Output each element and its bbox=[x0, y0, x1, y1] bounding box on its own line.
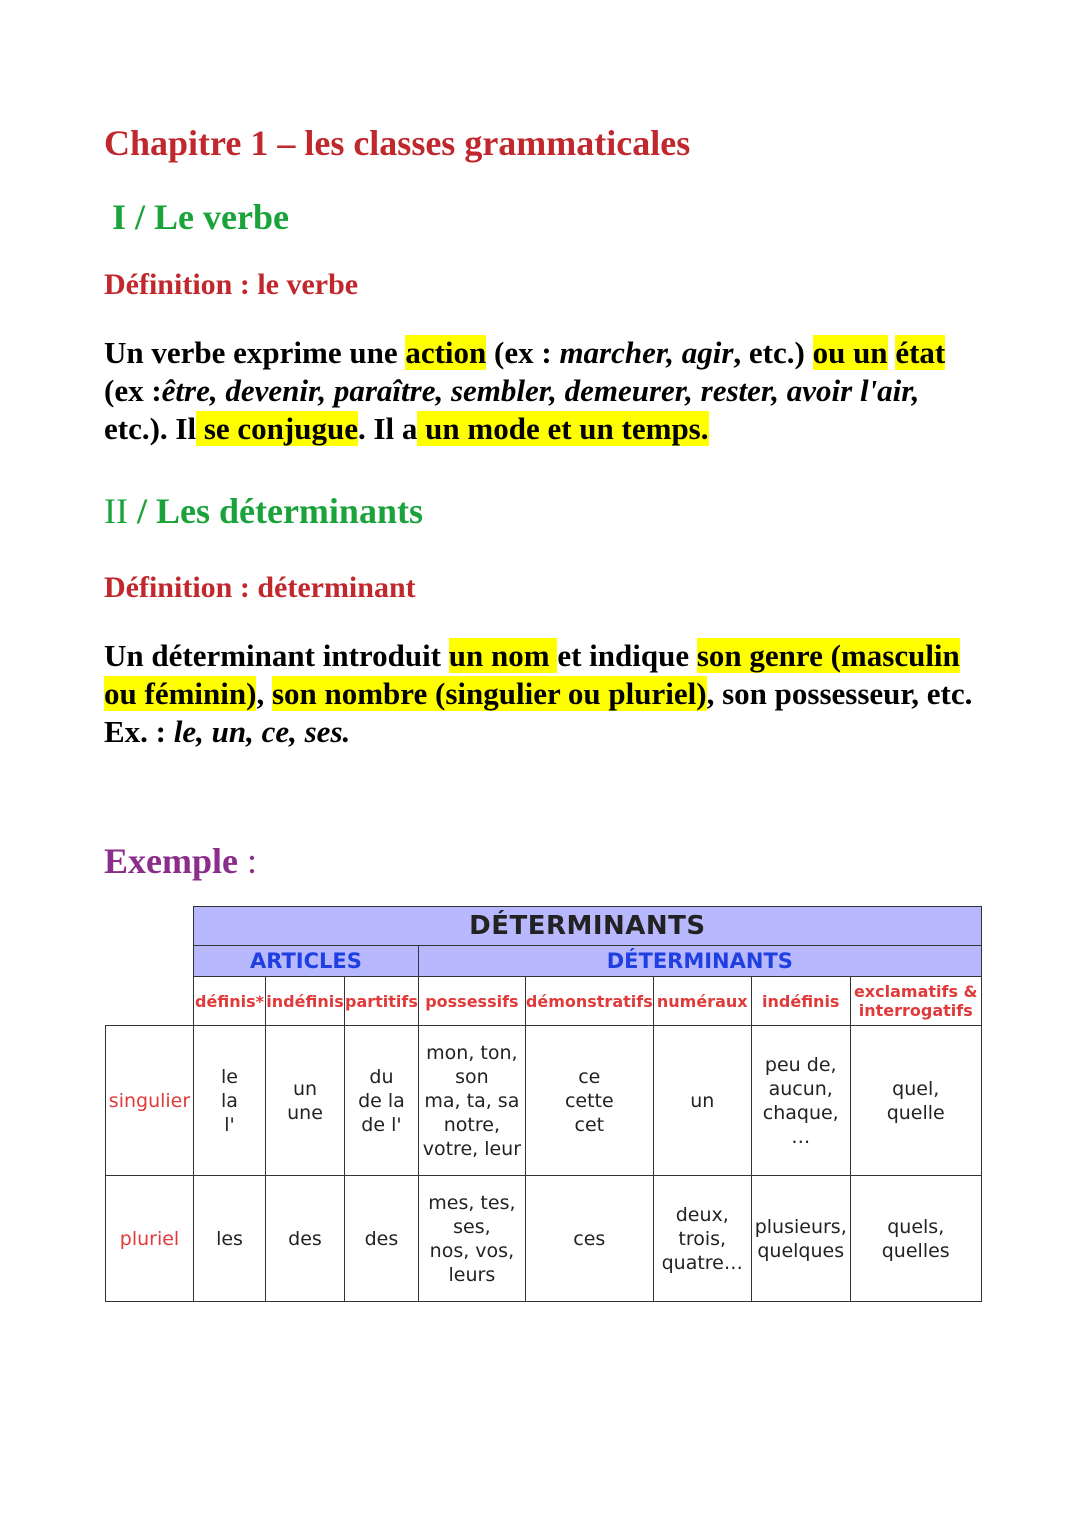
highlight-un-nom: un nom bbox=[448, 638, 558, 673]
table-cell: un une bbox=[266, 1026, 345, 1176]
table-row-singulier bbox=[106, 1026, 982, 1176]
highlight-se-conjugue: se conjugue bbox=[196, 411, 358, 446]
highlight-etat: état bbox=[895, 335, 946, 370]
table-cell: ces bbox=[525, 1176, 653, 1302]
table-cell: deux, trois, quatre… bbox=[653, 1176, 751, 1302]
column-header: définis* bbox=[194, 977, 266, 1026]
column-header: partitifs bbox=[345, 977, 419, 1026]
section-number: II bbox=[104, 491, 128, 531]
example-action-verbs: marcher, agir bbox=[559, 335, 734, 370]
column-header: indéfinis bbox=[751, 977, 850, 1026]
definition-determinant-paragraph: Un déterminant introduit un nom et indique son genre (masculin ou féminin), son nombre (singulier ou pluriel), son possesseur, etc. Ex. : le, un, ce, ses. bbox=[104, 638, 973, 749]
exemple-heading: Exemple : bbox=[104, 841, 257, 881]
table-cell: quels, quelles bbox=[850, 1176, 981, 1302]
highlight-ou-un: ou un bbox=[812, 335, 888, 370]
highlight-mode-temps: un mode et un temps. bbox=[417, 411, 709, 446]
table-corner bbox=[106, 907, 194, 1026]
column-header: possessifs bbox=[418, 977, 525, 1026]
table-cell: des bbox=[266, 1176, 345, 1302]
row-label: singulier bbox=[106, 1026, 194, 1176]
group-determinants: DÉTERMINANTS bbox=[418, 946, 981, 977]
table-cell: mes, tes, ses, nos, vos, leurs bbox=[418, 1176, 525, 1302]
table-cell: quel, quelle bbox=[850, 1026, 981, 1176]
table-cell: le la l' bbox=[194, 1026, 266, 1176]
highlight-genre: son genre (masculin ou féminin) bbox=[104, 638, 960, 711]
table-cell: un bbox=[653, 1026, 751, 1176]
table-cell: du de la de l' bbox=[345, 1026, 419, 1176]
column-header: démonstratifs bbox=[525, 977, 653, 1026]
table-cell: plusieurs, quelques bbox=[751, 1176, 850, 1302]
row-label: pluriel bbox=[106, 1176, 194, 1302]
example-determinants: le, un, ce, ses. bbox=[173, 714, 351, 749]
example-state-verbs: être, devenir, paraître, sembler, demeurer, rester, avoir l'air, bbox=[161, 373, 920, 408]
table-cell: peu de, aucun, chaque, … bbox=[751, 1026, 850, 1176]
definition-verbe-title: Définition : le verbe bbox=[104, 268, 359, 301]
table-cell: ce cette cet bbox=[525, 1026, 653, 1176]
chapter-title: Chapitre 1 – les classes grammaticales bbox=[104, 123, 691, 163]
table-title: DÉTERMINANTS bbox=[194, 907, 982, 946]
group-articles: ARTICLES bbox=[194, 946, 419, 977]
definition-verbe-paragraph: Un verbe exprime une action (ex : marcher, agir, etc.) ou un état (ex :être, devenir, paraître, sembler, demeurer, rester, avoir l'air, etc.). Il se conjugue. Il a un mode et un temps. bbox=[104, 335, 946, 446]
table-cell: les bbox=[194, 1176, 266, 1302]
determinants-table bbox=[105, 906, 982, 1302]
section-label: / Les déterminants bbox=[136, 491, 423, 531]
column-header: exclamatifs & interrogatifs bbox=[850, 977, 981, 1026]
definition-determinant-title: Définition : déterminant bbox=[104, 571, 416, 604]
example-label: Ex. : bbox=[104, 714, 174, 749]
column-header: indéfinis bbox=[266, 977, 345, 1026]
table-cell: mon, ton, son ma, ta, sa notre, votre, leur bbox=[418, 1026, 525, 1176]
section-determinants-title bbox=[104, 490, 423, 532]
table-cell: des bbox=[345, 1176, 419, 1302]
highlight-action: action bbox=[405, 335, 487, 370]
column-header: numéraux bbox=[653, 977, 751, 1026]
highlight-nombre: son nombre (singulier ou pluriel) bbox=[271, 676, 707, 711]
table-row-pluriel bbox=[106, 1176, 982, 1302]
section-verbe-title: I / Le verbe bbox=[112, 197, 289, 237]
